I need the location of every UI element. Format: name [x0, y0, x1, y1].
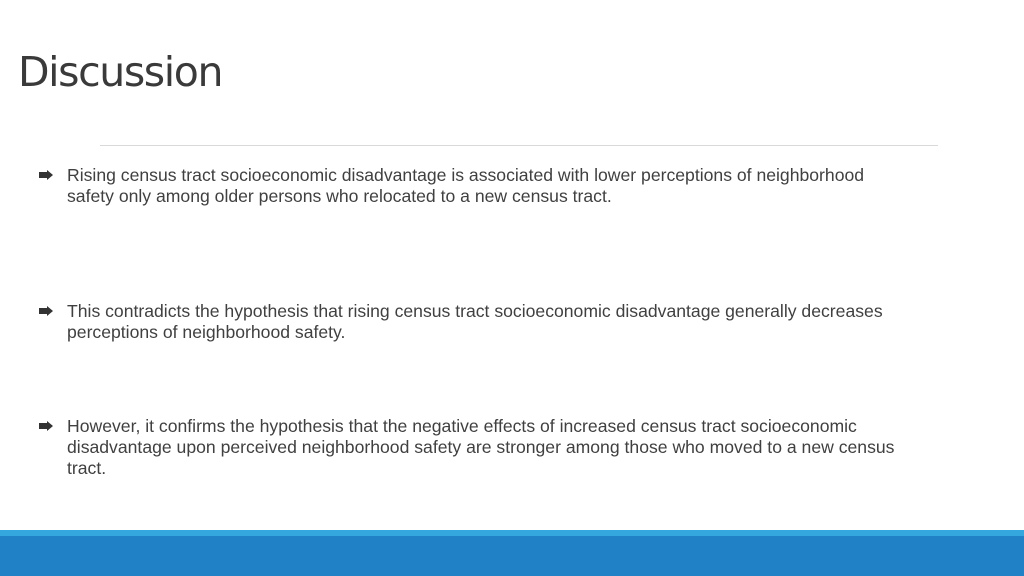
bullet-item — [38, 165, 898, 207]
bullet-item — [38, 416, 898, 479]
bullet-text: Rising census tract socioeconomic disadvantage is associated with lower perceptions of neighborhood safety only among older persons who relocated to a new census tract. — [67, 165, 865, 206]
bullet-text: This contradicts the hypothesis that rising census tract socioeconomic disadvantage generally decreases perceptions of neighborhood safety. — [67, 301, 883, 342]
bullet-item — [38, 301, 898, 343]
arrow-right-icon — [38, 305, 54, 317]
footer-band — [0, 536, 1024, 576]
title-divider — [100, 145, 938, 146]
bullet-text: However, it confirms the hypothesis that the negative effects of increased census tract socioeconomic disadvantage upon perceived neighborhood safety are stronger among those who moved to a new census tract. — [67, 416, 895, 478]
arrow-right-icon — [38, 169, 54, 181]
arrow-right-icon — [38, 420, 54, 432]
slide-title: Discussion — [18, 48, 223, 96]
